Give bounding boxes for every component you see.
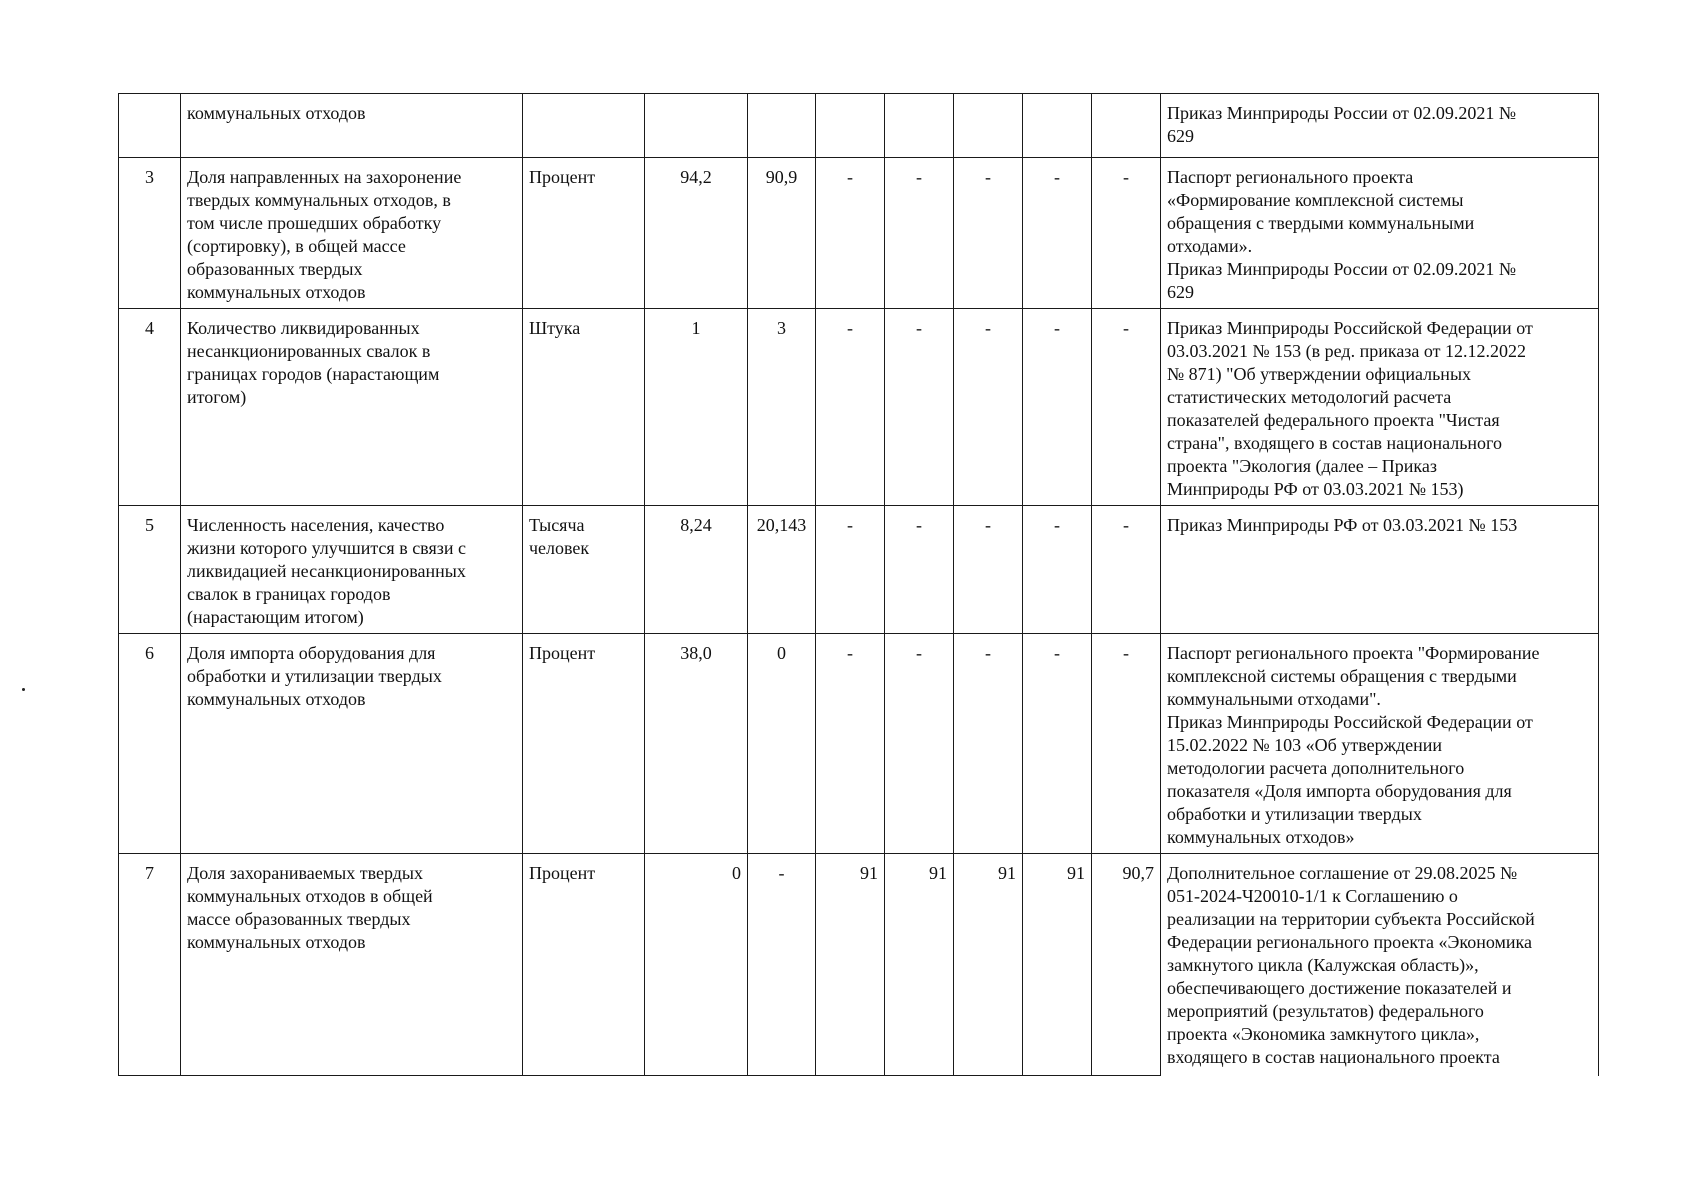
indicator-name-cell bbox=[181, 506, 523, 634]
text-line: итогом) bbox=[187, 387, 247, 407]
text-line: обработки и утилизации твердых bbox=[187, 666, 442, 686]
text-line: коммунальных отходов bbox=[187, 932, 366, 952]
text-line: коммунальных отходов bbox=[187, 282, 366, 302]
value-cell: 91 bbox=[816, 854, 885, 1076]
unit-cell bbox=[523, 94, 645, 158]
value-cell: 91 bbox=[885, 854, 954, 1076]
text-line: Приказ Минприроды РФ от 03.03.2021 № 153 bbox=[1167, 515, 1518, 535]
value-cell: - bbox=[1023, 506, 1092, 634]
source-cell bbox=[1161, 94, 1599, 158]
indicator-name-cell bbox=[181, 634, 523, 854]
value-cell: - bbox=[816, 506, 885, 634]
text-line: 03.03.2021 № 153 (в ред. приказа от 12.12.2022 bbox=[1167, 341, 1527, 361]
text-line: коммунальными отходами". bbox=[1167, 689, 1381, 709]
value-cell: - bbox=[1092, 309, 1161, 506]
text-line: комплексной системы обращения с твердыми bbox=[1167, 666, 1517, 686]
text-line: свалок в границах городов bbox=[187, 584, 391, 604]
text-line: человек bbox=[529, 538, 590, 558]
value-cell: - bbox=[1092, 506, 1161, 634]
unit-cell bbox=[523, 506, 645, 634]
text-line: Доля направленных на захоронение bbox=[187, 167, 462, 187]
value-cell: 1 bbox=[645, 309, 748, 506]
value-cell: - bbox=[885, 158, 954, 309]
text-line: твердых коммунальных отходов, в bbox=[187, 190, 451, 210]
text-line: обеспечивающего достижение показателей и bbox=[1167, 978, 1512, 998]
text-line: коммунальных отходов bbox=[187, 103, 366, 123]
text-line: 051-2024-Ч20010-1/1 к Соглашению о bbox=[1167, 886, 1458, 906]
text-line: Доля захораниваемых твердых bbox=[187, 863, 423, 883]
value-cell: - bbox=[1023, 158, 1092, 309]
indicator-table bbox=[118, 93, 1599, 1076]
text-line: жизни которого улучшится в связи с bbox=[187, 538, 466, 558]
text-line: несанкционированных свалок в bbox=[187, 341, 431, 361]
value-cell bbox=[1092, 94, 1161, 158]
text-line: Федерации регионального проекта «Экономика bbox=[1167, 932, 1532, 952]
text-line: Процент bbox=[529, 863, 596, 883]
text-line: Штука bbox=[529, 318, 581, 338]
indicator-name-cell bbox=[181, 309, 523, 506]
row-number-cell: 5 bbox=[119, 506, 181, 634]
text-line: образованных твердых bbox=[187, 259, 363, 279]
text-line: проекта «Экономика замкнутого цикла», bbox=[1167, 1024, 1480, 1044]
value-cell: - bbox=[816, 634, 885, 854]
scan-speck bbox=[22, 688, 25, 691]
row-number-cell: 3 bbox=[119, 158, 181, 309]
text-line: Паспорт регионального проекта "Формирование bbox=[1167, 643, 1540, 663]
value-cell: 3 bbox=[748, 309, 816, 506]
text-line: Приказ Минприроды Российской Федерации от bbox=[1167, 712, 1533, 732]
table-body bbox=[119, 94, 1599, 1076]
source-cell bbox=[1161, 309, 1599, 506]
row-number-cell: 6 bbox=[119, 634, 181, 854]
value-cell: 0 bbox=[748, 634, 816, 854]
text-line: страна", входящего в состав национального bbox=[1167, 433, 1502, 453]
value-cell: - bbox=[748, 854, 816, 1076]
text-line: Приказ Минприроды России от 02.09.2021 № bbox=[1167, 103, 1517, 123]
table-row bbox=[119, 94, 1599, 158]
unit-cell bbox=[523, 854, 645, 1076]
text-line: Процент bbox=[529, 167, 596, 187]
value-cell: 91 bbox=[1023, 854, 1092, 1076]
value-cell: 90,9 bbox=[748, 158, 816, 309]
text-line: «Формирование комплексной системы bbox=[1167, 190, 1464, 210]
text-line: обработки и утилизации твердых bbox=[1167, 804, 1422, 824]
text-line: показателей федерального проекта "Чистая bbox=[1167, 410, 1500, 430]
text-line: 629 bbox=[1167, 126, 1194, 146]
value-cell: - bbox=[1023, 634, 1092, 854]
text-line: границах городов (нарастающим bbox=[187, 364, 440, 384]
text-line: том числе прошедших обработку bbox=[187, 213, 442, 233]
value-cell: - bbox=[1023, 309, 1092, 506]
text-line: проекта "Экология (далее – Приказ bbox=[1167, 456, 1437, 476]
value-cell: - bbox=[885, 309, 954, 506]
text-line: 629 bbox=[1167, 282, 1194, 302]
source-cell bbox=[1161, 854, 1599, 1076]
value-cell: 94,2 bbox=[645, 158, 748, 309]
value-cell bbox=[1023, 94, 1092, 158]
table-row bbox=[119, 309, 1599, 506]
value-cell: - bbox=[954, 506, 1023, 634]
text-line: реализации на территории субъекта Российской bbox=[1167, 909, 1535, 929]
value-cell: - bbox=[816, 309, 885, 506]
source-cell bbox=[1161, 634, 1599, 854]
value-cell: - bbox=[816, 158, 885, 309]
indicator-name-cell bbox=[181, 158, 523, 309]
source-cell bbox=[1161, 158, 1599, 309]
table-row bbox=[119, 854, 1599, 1076]
value-cell: - bbox=[885, 634, 954, 854]
text-line: 15.02.2022 № 103 «Об утверждении bbox=[1167, 735, 1443, 755]
value-cell bbox=[645, 94, 748, 158]
value-cell bbox=[816, 94, 885, 158]
indicator-name-cell bbox=[181, 854, 523, 1076]
table-row bbox=[119, 634, 1599, 854]
value-cell: - bbox=[885, 506, 954, 634]
value-cell: 38,0 bbox=[645, 634, 748, 854]
unit-cell bbox=[523, 309, 645, 506]
text-line: Приказ Минприроды Российской Федерации от bbox=[1167, 318, 1533, 338]
unit-cell bbox=[523, 634, 645, 854]
text-line: Минприроды РФ от 03.03.2021 № 153) bbox=[1167, 479, 1464, 499]
text-line: Тысяча bbox=[529, 515, 585, 535]
text-line: коммунальных отходов bbox=[187, 689, 366, 709]
text-line: Доля импорта оборудования для bbox=[187, 643, 436, 663]
text-line: обращения с твердыми коммунальными bbox=[1167, 213, 1475, 233]
value-cell bbox=[954, 94, 1023, 158]
value-cell bbox=[885, 94, 954, 158]
text-line: № 871) "Об утверждении официальных bbox=[1167, 364, 1472, 384]
value-cell: 90,7 bbox=[1092, 854, 1161, 1076]
text-line: ликвидацией несанкционированных bbox=[187, 561, 466, 581]
text-line: мероприятий (результатов) федерального bbox=[1167, 1001, 1484, 1021]
text-line: показателя «Доля импорта оборудования для bbox=[1167, 781, 1512, 801]
text-line: Дополнительное соглашение от 29.08.2025 № bbox=[1167, 863, 1518, 883]
value-cell: - bbox=[954, 634, 1023, 854]
text-line: статистических методологий расчета bbox=[1167, 387, 1452, 407]
text-line: коммунальных отходов в общей bbox=[187, 886, 433, 906]
text-line: входящего в состав национального проекта bbox=[1167, 1047, 1500, 1067]
value-cell bbox=[748, 94, 816, 158]
value-cell: - bbox=[954, 309, 1023, 506]
text-line: Процент bbox=[529, 643, 596, 663]
text-line: замкнутого цикла (Калужская область)», bbox=[1167, 955, 1479, 975]
row-number-cell: 7 bbox=[119, 854, 181, 1076]
row-number-cell bbox=[119, 94, 181, 158]
value-cell: 91 bbox=[954, 854, 1023, 1076]
unit-cell bbox=[523, 158, 645, 309]
text-line: (сортировку), в общей массе bbox=[187, 236, 406, 256]
indicator-name-cell bbox=[181, 94, 523, 158]
text-line: (нарастающим итогом) bbox=[187, 607, 364, 627]
text-line: Численность населения, качество bbox=[187, 515, 445, 535]
text-line: методологии расчета дополнительного bbox=[1167, 758, 1465, 778]
text-line: Приказ Минприроды России от 02.09.2021 № bbox=[1167, 259, 1517, 279]
value-cell: 0 bbox=[645, 854, 748, 1076]
table-row bbox=[119, 506, 1599, 634]
text-line: массе образованных твердых bbox=[187, 909, 411, 929]
text-line: Количество ликвидированных bbox=[187, 318, 420, 338]
text-line: отходами». bbox=[1167, 236, 1253, 256]
value-cell: - bbox=[1092, 158, 1161, 309]
value-cell: 8,24 bbox=[645, 506, 748, 634]
source-cell bbox=[1161, 506, 1599, 634]
text-line: коммунальных отходов» bbox=[1167, 827, 1355, 847]
value-cell: - bbox=[954, 158, 1023, 309]
value-cell: 20,143 bbox=[748, 506, 816, 634]
text-line: Паспорт регионального проекта bbox=[1167, 167, 1414, 187]
value-cell: - bbox=[1092, 634, 1161, 854]
table-row bbox=[119, 158, 1599, 309]
row-number-cell: 4 bbox=[119, 309, 181, 506]
